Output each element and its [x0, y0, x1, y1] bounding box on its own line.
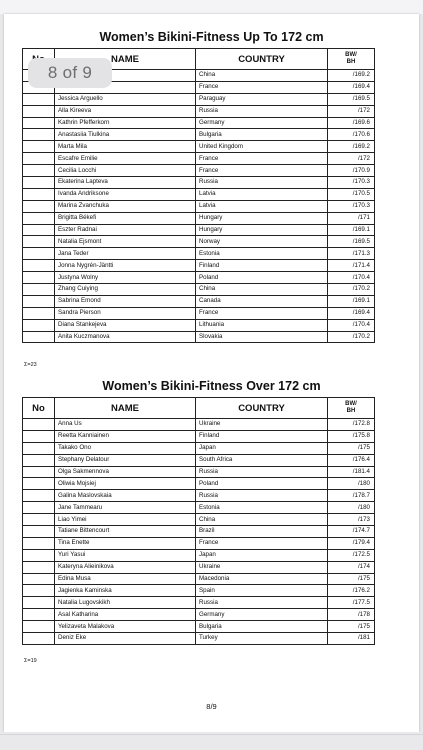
- cell-no: [23, 419, 55, 431]
- cell-name: Anna Us: [55, 419, 196, 431]
- cell-no: [23, 537, 55, 549]
- table-row: [23, 442, 375, 454]
- cell-name: Jonna Nygrén-Jäntti: [55, 260, 196, 272]
- cell-no: [23, 260, 55, 272]
- table2-header-row: [23, 398, 375, 419]
- cell-no: [23, 177, 55, 189]
- table-row: [23, 236, 375, 248]
- cell-country: Bulgaria: [196, 621, 328, 633]
- table-row: [23, 319, 375, 331]
- cell-country: France: [196, 307, 328, 319]
- table-row: [23, 93, 375, 105]
- cell-name: Tatiane Bittencourt: [55, 526, 196, 538]
- cell-name: Ivanda Andriksone: [55, 188, 196, 200]
- cell-no: [23, 212, 55, 224]
- cell-no: [23, 597, 55, 609]
- cell-country: Brazil: [196, 526, 328, 538]
- cell-bw: /178.7: [328, 490, 375, 502]
- cell-country: France: [196, 153, 328, 165]
- cell-name: Jessica Arguello: [55, 93, 196, 105]
- cell-bw: /170.2: [328, 284, 375, 296]
- cell-country: Hungary: [196, 212, 328, 224]
- cell-country: Russia: [196, 466, 328, 478]
- cell-name: Jana Teder: [55, 248, 196, 260]
- table-row: [23, 177, 375, 189]
- cell-country: Latvia: [196, 200, 328, 212]
- cell-no: [23, 502, 55, 514]
- cell-bw: /175: [328, 442, 375, 454]
- cell-country: Estonia: [196, 502, 328, 514]
- table-row: [23, 478, 375, 490]
- table-row: [23, 454, 375, 466]
- cell-bw: /172: [328, 153, 375, 165]
- cell-no: [23, 526, 55, 538]
- cell-bw: /169.1: [328, 224, 375, 236]
- cell-name: Reetta Kanniainen: [55, 430, 196, 442]
- cell-country: Japan: [196, 442, 328, 454]
- table-row: [23, 597, 375, 609]
- cell-name: Kateryna Alieinikova: [55, 561, 196, 573]
- table-row: [23, 549, 375, 561]
- table1-title: Women’s Bikini-Fitness Up To 172 cm: [99, 30, 324, 44]
- cell-no: [23, 284, 55, 296]
- cell-no: [23, 549, 55, 561]
- cell-country: Ukraine: [196, 419, 328, 431]
- cell-bw: /180: [328, 478, 375, 490]
- cell-no: [23, 319, 55, 331]
- cell-country: United Kingdom: [196, 141, 328, 153]
- cell-bw: /176.2: [328, 585, 375, 597]
- cell-country: France: [196, 165, 328, 177]
- cell-country: Japan: [196, 549, 328, 561]
- cell-bw: /180: [328, 502, 375, 514]
- cell-bw: /169.4: [328, 81, 375, 93]
- cell-no: [23, 117, 55, 129]
- cell-country: Macedonia: [196, 573, 328, 585]
- cell-country: Poland: [196, 272, 328, 284]
- document-page: [4, 14, 419, 732]
- cell-no: [23, 609, 55, 621]
- cell-name: Escafre Emilie: [55, 153, 196, 165]
- cell-no: [23, 573, 55, 585]
- table-row: [23, 224, 375, 236]
- cell-country: Lithuania: [196, 319, 328, 331]
- table2-body: [23, 419, 375, 645]
- cell-no: [23, 295, 55, 307]
- cell-name: Jane Tammearu: [55, 502, 196, 514]
- cell-country: Finland: [196, 260, 328, 272]
- table2-title: Women’s Bikini-Fitness Over 172 cm: [102, 379, 321, 393]
- cell-country: China: [196, 70, 328, 82]
- cell-no: [23, 490, 55, 502]
- cell-no: [23, 129, 55, 141]
- cell-bw: /176.4: [328, 454, 375, 466]
- cell-name: Natalia Lugovskikh: [55, 597, 196, 609]
- cell-country: Latvia: [196, 188, 328, 200]
- cell-bw: /170.3: [328, 200, 375, 212]
- cell-bw: /174: [328, 561, 375, 573]
- table-row: [23, 212, 375, 224]
- table-row: [23, 141, 375, 153]
- cell-no: [23, 224, 55, 236]
- cell-name: Jagienka Kaminska: [55, 585, 196, 597]
- table-row: [23, 419, 375, 431]
- cell-name: Ekaterina Lapteva: [55, 177, 196, 189]
- page-indicator-badge: 8 of 9: [28, 58, 112, 88]
- cell-name: Diana Stankejeva: [55, 319, 196, 331]
- cell-country: Canada: [196, 295, 328, 307]
- cell-bw: /170.4: [328, 272, 375, 284]
- cell-name: Kathrin Pfefferkorn: [55, 117, 196, 129]
- viewer-top-bar: [0, 0, 423, 14]
- cell-name: Anita Kuczmanova: [55, 331, 196, 343]
- header-bw: BW/ BH: [328, 49, 375, 70]
- table-row: [23, 537, 375, 549]
- cell-no: [23, 93, 55, 105]
- cell-bw: /171.3: [328, 248, 375, 260]
- cell-no: [23, 200, 55, 212]
- table-row: [23, 561, 375, 573]
- cell-no: [23, 105, 55, 117]
- cell-country: Russia: [196, 597, 328, 609]
- table-row: [23, 585, 375, 597]
- cell-country: Hungary: [196, 224, 328, 236]
- cell-country: Finland: [196, 430, 328, 442]
- cell-country: Russia: [196, 105, 328, 117]
- cell-bw: /169.1: [328, 295, 375, 307]
- table-row: [23, 260, 375, 272]
- table-row: [23, 307, 375, 319]
- cell-name: Zhang Cuiying: [55, 284, 196, 296]
- cell-country: South Africa: [196, 454, 328, 466]
- cell-no: [23, 188, 55, 200]
- cell-name: Marta Mila: [55, 141, 196, 153]
- cell-name: Asal Katharina: [55, 609, 196, 621]
- cell-no: [23, 454, 55, 466]
- cell-name: Justyna Wolny: [55, 272, 196, 284]
- cell-country: Germany: [196, 609, 328, 621]
- cell-bw: /169.2: [328, 70, 375, 82]
- table-row: [23, 129, 375, 141]
- cell-country: Germany: [196, 117, 328, 129]
- cell-no: [23, 633, 55, 645]
- cell-no: [23, 141, 55, 153]
- table-row: [23, 466, 375, 478]
- cell-name: Brigitta Békefi: [55, 212, 196, 224]
- cell-bw: /174.7: [328, 526, 375, 538]
- cell-bw: /175: [328, 621, 375, 633]
- cell-no: [23, 331, 55, 343]
- cell-country: Ukraine: [196, 561, 328, 573]
- cell-country: Norway: [196, 236, 328, 248]
- table-row: [23, 200, 375, 212]
- table-row: [23, 621, 375, 633]
- cell-name: Takako Ono: [55, 442, 196, 454]
- cell-name: Deniz Eke: [55, 633, 196, 645]
- table-row: [23, 153, 375, 165]
- table-row: [23, 284, 375, 296]
- cell-bw: /177.5: [328, 597, 375, 609]
- table1: [22, 48, 375, 343]
- table-row: [23, 609, 375, 621]
- cell-bw: /169.6: [328, 117, 375, 129]
- cell-name: Marina Zvanchuka: [55, 200, 196, 212]
- table-row: [23, 490, 375, 502]
- cell-name: Natalia Ejsmont: [55, 236, 196, 248]
- page-number: 8/9: [206, 702, 217, 711]
- cell-name: Sabrina Emond: [55, 295, 196, 307]
- cell-name: Edina Musa: [55, 573, 196, 585]
- cell-country: Estonia: [196, 248, 328, 260]
- cell-no: [23, 621, 55, 633]
- cell-no: [23, 585, 55, 597]
- cell-country: China: [196, 514, 328, 526]
- cell-country: Bulgaria: [196, 129, 328, 141]
- table-row: [23, 295, 375, 307]
- cell-bw: /169.2: [328, 141, 375, 153]
- cell-bw: /172.5: [328, 549, 375, 561]
- cell-no: [23, 442, 55, 454]
- table-row: [23, 430, 375, 442]
- cell-no: [23, 165, 55, 177]
- cell-bw: /173: [328, 514, 375, 526]
- cell-no: [23, 430, 55, 442]
- cell-name: Alla Kireeva: [55, 105, 196, 117]
- cell-bw: /170.6: [328, 129, 375, 141]
- cell-country: China: [196, 284, 328, 296]
- cell-bw: /179.4: [328, 537, 375, 549]
- cell-bw: /171: [328, 212, 375, 224]
- table1-body: [23, 70, 375, 343]
- table-row: [23, 105, 375, 117]
- cell-no: [23, 466, 55, 478]
- header-name: NAME: [55, 398, 196, 419]
- cell-bw: /172: [328, 105, 375, 117]
- cell-name: Sandra Pierson: [55, 307, 196, 319]
- table-row: [23, 573, 375, 585]
- table-row: [23, 633, 375, 645]
- cell-bw: /175: [328, 573, 375, 585]
- cell-name: Eszter Radnai: [55, 224, 196, 236]
- table-row: [23, 248, 375, 260]
- cell-country: Turkey: [196, 633, 328, 645]
- cell-bw: /170.9: [328, 165, 375, 177]
- header-country: COUNTRY: [196, 49, 328, 70]
- header-no: No: [23, 398, 55, 419]
- cell-country: Spain: [196, 585, 328, 597]
- cell-bw: /170.3: [328, 177, 375, 189]
- cell-name: Tina Enette: [55, 537, 196, 549]
- cell-bw: /181.4: [328, 466, 375, 478]
- table-row: [23, 188, 375, 200]
- header-bw: BW/ BH: [328, 398, 375, 419]
- cell-bw: /175.8: [328, 430, 375, 442]
- cell-bw: /181: [328, 633, 375, 645]
- cell-name: Olga Sakmennova: [55, 466, 196, 478]
- cell-bw: /170.2: [328, 331, 375, 343]
- cell-bw: /170.5: [328, 188, 375, 200]
- cell-name: Anastasiia Tiulkina: [55, 129, 196, 141]
- cell-bw: /172.8: [328, 419, 375, 431]
- table-row: [23, 502, 375, 514]
- cell-country: Poland: [196, 478, 328, 490]
- cell-no: [23, 561, 55, 573]
- table-row: [23, 165, 375, 177]
- cell-country: Slovakia: [196, 331, 328, 343]
- table1-count: Σ=23: [24, 362, 37, 368]
- cell-country: France: [196, 81, 328, 93]
- header-country: COUNTRY: [196, 398, 328, 419]
- table-row: [23, 331, 375, 343]
- cell-bw: /170.4: [328, 319, 375, 331]
- cell-no: [23, 236, 55, 248]
- cell-country: France: [196, 537, 328, 549]
- cell-bw: /169.5: [328, 236, 375, 248]
- cell-bw: /169.4: [328, 307, 375, 319]
- table-row: [23, 526, 375, 538]
- viewer-bottom-bar: [0, 732, 423, 750]
- cell-name: Yelizaveta Malakova: [55, 621, 196, 633]
- header-name: NAME: [55, 49, 196, 70]
- cell-no: [23, 272, 55, 284]
- cell-name: Liao Yimei: [55, 514, 196, 526]
- cell-bw: /171.4: [328, 260, 375, 272]
- cell-country: Russia: [196, 177, 328, 189]
- cell-name: Stephany Delatour: [55, 454, 196, 466]
- table2-count: Σ=19: [24, 658, 37, 664]
- table2: [22, 397, 375, 645]
- cell-no: [23, 514, 55, 526]
- table-row: [23, 514, 375, 526]
- cell-name: Cecilia Locchi: [55, 165, 196, 177]
- cell-country: Paraguay: [196, 93, 328, 105]
- cell-name: Oliwia Mojsiej: [55, 478, 196, 490]
- cell-no: [23, 478, 55, 490]
- cell-country: Russia: [196, 490, 328, 502]
- cell-bw: /169.5: [328, 93, 375, 105]
- cell-name: Yuri Yasui: [55, 549, 196, 561]
- cell-no: [23, 248, 55, 260]
- cell-name: Galina Maslovskaia: [55, 490, 196, 502]
- cell-bw: /178: [328, 609, 375, 621]
- table-row: [23, 272, 375, 284]
- cell-no: [23, 153, 55, 165]
- cell-no: [23, 307, 55, 319]
- table-row: [23, 117, 375, 129]
